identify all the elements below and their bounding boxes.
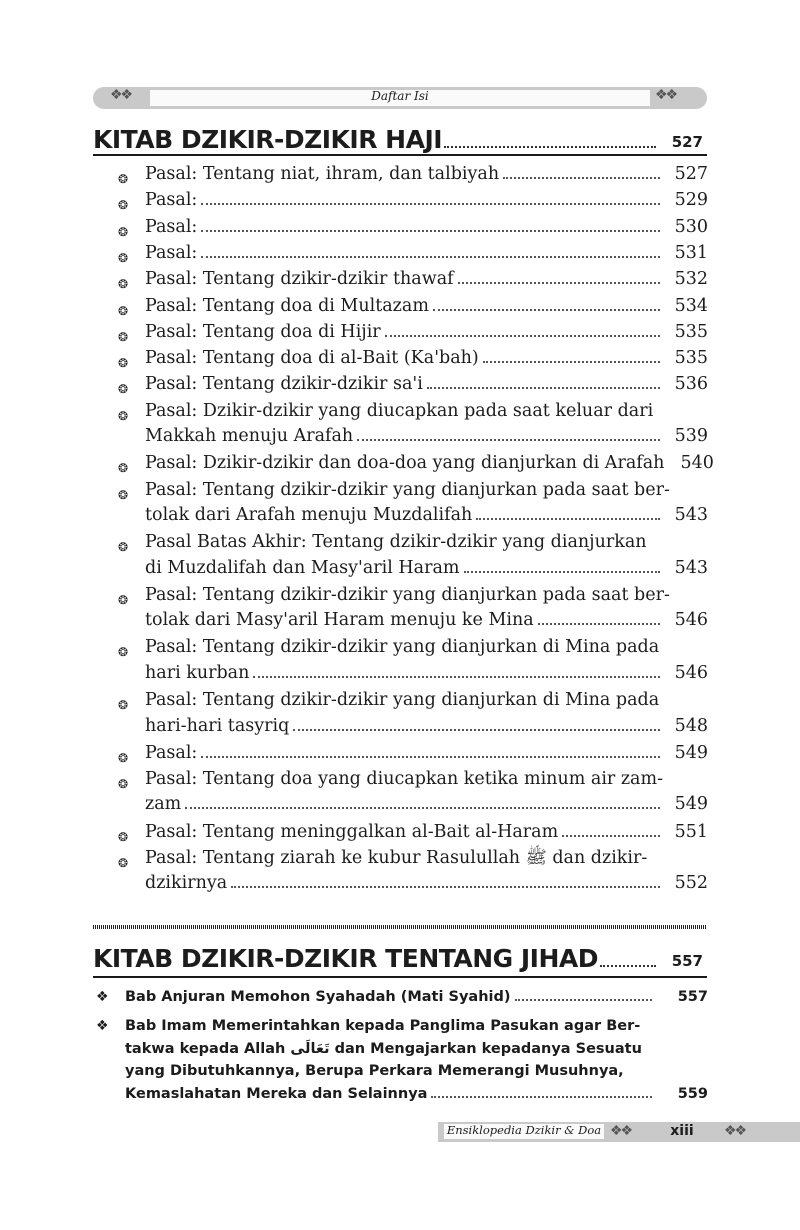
entry-text-line: Pasal: Dzikir-dzikir yang diucapkan pada saat keluar dari bbox=[145, 400, 654, 421]
toc-entry[interactable] bbox=[118, 346, 708, 372]
entry-page-number: 535 bbox=[674, 348, 708, 369]
footer-page-number: xiii bbox=[670, 1123, 694, 1139]
flower-bullet-icon: ❂ bbox=[118, 356, 129, 371]
section-rule bbox=[93, 976, 707, 978]
left-ornament-icon: ❖❖ bbox=[110, 87, 132, 103]
entry-page-number: 557 bbox=[677, 989, 708, 1005]
entry-text-line: Pasal: Tentang doa di Multazam bbox=[145, 295, 429, 316]
flower-bullet-icon: ❂ bbox=[118, 329, 129, 344]
flower-bullet-icon: ❂ bbox=[118, 382, 129, 397]
footer-right-ornament-icon: ❖❖ bbox=[724, 1123, 746, 1139]
entry-text-line: Pasal: bbox=[145, 216, 198, 237]
toc-entry[interactable] bbox=[118, 741, 708, 767]
dot-leader bbox=[444, 146, 656, 148]
toc-entry[interactable] bbox=[93, 1015, 708, 1105]
toc-entry[interactable] bbox=[118, 162, 708, 188]
entry-text-line: Pasal: Tentang niat, ihram, dan talbiyah bbox=[145, 164, 500, 184]
dot-leader bbox=[253, 676, 660, 678]
toc-entry[interactable] bbox=[118, 530, 708, 581]
dot-leader bbox=[458, 282, 660, 284]
dot-leader bbox=[476, 518, 660, 520]
entry-text-line: zam bbox=[145, 794, 182, 815]
flower-bullet-icon: ❂ bbox=[118, 645, 129, 660]
flower-bullet-icon: ❂ bbox=[118, 198, 129, 213]
dot-leader bbox=[293, 729, 660, 731]
flower-bullet-icon: ❂ bbox=[118, 461, 129, 476]
dot-leader bbox=[231, 886, 660, 888]
toc-entry[interactable] bbox=[118, 820, 708, 846]
entry-page-number: 551 bbox=[674, 821, 708, 842]
dot-leader bbox=[185, 807, 660, 809]
toc-entry[interactable] bbox=[118, 241, 708, 267]
entry-text-line: Pasal: Tentang doa yang diucapkan ketika minum air zam- bbox=[145, 768, 664, 789]
dot-leader bbox=[464, 571, 661, 573]
toc-entry[interactable] bbox=[118, 372, 708, 398]
entry-text-line: Pasal: bbox=[145, 742, 198, 763]
dot-leader bbox=[385, 335, 660, 337]
footer-left-ornament-icon: ❖❖ bbox=[610, 1123, 632, 1139]
flower-bullet-icon: ❂ bbox=[118, 855, 129, 870]
entry-text-line: Pasal: Tentang dzikir-dzikir yang dianjurkan pada saat ber- bbox=[145, 584, 670, 605]
right-ornament-icon: ❖❖ bbox=[655, 87, 677, 103]
dot-leader bbox=[562, 835, 660, 837]
entry-page-number: 543 bbox=[674, 505, 708, 526]
dot-leader bbox=[201, 256, 660, 258]
flower-bullet-icon: ❂ bbox=[118, 829, 129, 844]
section-page-number: 557 bbox=[671, 952, 703, 970]
toc-entry[interactable] bbox=[118, 320, 708, 346]
section-heading: KITAB DZIKIR-DZIKIR HAJI bbox=[93, 125, 443, 154]
entry-page-number: 540 bbox=[680, 453, 714, 474]
entry-page-number: 546 bbox=[674, 610, 708, 631]
flower-bullet-icon: ❂ bbox=[118, 172, 129, 186]
entry-text-line: Bab Anjuran Memohon Syahadah (Mati Syahid) bbox=[125, 989, 511, 1005]
entry-text-line: tolak dari Masy'aril Haram menuju ke Mina bbox=[145, 610, 534, 631]
entry-page-number: 543 bbox=[674, 557, 708, 578]
entry-page-number: 539 bbox=[674, 426, 708, 447]
dot-leader bbox=[538, 623, 660, 625]
entry-text-line: Kemaslahatan Mereka dan Selainnya bbox=[125, 1085, 428, 1102]
entry-text-line: Pasal: Tentang doa di al-Bait (Ka'bah) bbox=[145, 348, 479, 369]
entry-text-line: Pasal: Dzikir-dzikir dan doa-doa yang dianjurkan di Arafah bbox=[145, 453, 665, 474]
dot-leader bbox=[357, 439, 660, 441]
flower-bullet-icon: ❂ bbox=[118, 408, 129, 423]
entry-page-number: 534 bbox=[674, 295, 708, 316]
dot-leader bbox=[431, 1096, 652, 1098]
entry-page-number: 530 bbox=[674, 216, 708, 237]
section-divider bbox=[93, 925, 707, 929]
entry-page-number: 552 bbox=[674, 873, 708, 894]
flower-bullet-icon: ❂ bbox=[118, 698, 129, 712]
entry-page-number: 532 bbox=[674, 269, 708, 290]
toc-entry[interactable] bbox=[118, 478, 708, 529]
section-title-haji bbox=[93, 118, 707, 152]
diamond-bullet-icon: ❖ bbox=[96, 989, 109, 1005]
toc-entry[interactable] bbox=[93, 986, 708, 1009]
entry-text-line: Pasal: Tentang dzikir-dzikir yang dianjurkan di Mina pada bbox=[145, 637, 660, 658]
entry-text-line: di Muzdalifah dan Masy'aril Haram bbox=[145, 557, 460, 578]
toc-entry[interactable] bbox=[118, 688, 708, 739]
section-title-jihad bbox=[93, 937, 707, 971]
flower-bullet-icon: ❂ bbox=[118, 776, 129, 791]
entry-text-line: dzikirnya bbox=[145, 873, 228, 894]
entry-page-number: 546 bbox=[674, 662, 708, 683]
entry-page-number: 549 bbox=[674, 794, 708, 815]
entry-text-line: Pasal: bbox=[145, 242, 198, 263]
entry-page-number: 527 bbox=[674, 164, 708, 184]
entry-text-line: Pasal: Tentang dzikir-dzikir yang dianjurkan di Mina pada bbox=[145, 690, 660, 710]
toc-entry[interactable] bbox=[118, 294, 708, 320]
dot-leader bbox=[201, 230, 660, 232]
entry-text-line: tolak dari Arafah menuju Muzdalifah bbox=[145, 505, 473, 526]
section-page-number: 527 bbox=[671, 133, 703, 151]
entry-text-line: Pasal: Tentang dzikir-dzikir sa'i bbox=[145, 374, 423, 395]
entry-text-line: takwa kepada Allah تَعَالَى dan Mengajarkan kepadanya Sesuatu bbox=[125, 1040, 642, 1057]
dot-leader bbox=[515, 999, 653, 1001]
flower-bullet-icon: ❂ bbox=[118, 250, 129, 265]
entry-text-line: Bab Imam Memerintahkan kepada Panglima Pasukan agar Ber- bbox=[125, 1018, 641, 1034]
entry-text-line: Pasal: Tentang doa di Hijir bbox=[145, 321, 381, 342]
flower-bullet-icon: ❂ bbox=[118, 540, 129, 555]
entry-text-line: Pasal: bbox=[145, 190, 198, 211]
toc-entry[interactable] bbox=[118, 767, 708, 818]
entry-page-number: 549 bbox=[674, 742, 708, 763]
flower-bullet-icon: ❂ bbox=[118, 750, 129, 765]
diamond-bullet-icon: ❖ bbox=[96, 1018, 109, 1034]
entry-text-line: Pasal Batas Akhir: Tentang dzikir-dzikir yang dianjurkan bbox=[145, 532, 647, 553]
entry-page-number: 529 bbox=[674, 190, 708, 211]
dot-leader bbox=[600, 965, 656, 967]
dot-leader bbox=[427, 387, 660, 389]
section-heading: KITAB DZIKIR-DZIKIR TENTANG JIHAD bbox=[93, 944, 598, 973]
entry-page-number: 531 bbox=[674, 242, 708, 263]
dot-leader bbox=[201, 756, 660, 758]
entry-text-line: Makkah menuju Arafah bbox=[145, 426, 354, 447]
flower-bullet-icon: ❂ bbox=[118, 277, 129, 292]
flower-bullet-icon: ❂ bbox=[118, 303, 129, 318]
toc-entry[interactable] bbox=[118, 451, 714, 477]
entry-page-number: 536 bbox=[674, 374, 708, 395]
footer-book-title: Ensiklopedia Dzikir & Doa bbox=[446, 1123, 602, 1137]
toc-entry[interactable] bbox=[118, 215, 708, 241]
toc-entry[interactable] bbox=[118, 583, 708, 634]
dot-leader bbox=[503, 177, 660, 179]
toc-entry[interactable] bbox=[118, 267, 708, 293]
entry-page-number: 548 bbox=[674, 715, 708, 736]
dot-leader bbox=[201, 203, 660, 205]
dot-leader bbox=[433, 309, 660, 311]
entry-page-number: 535 bbox=[674, 321, 708, 342]
entry-text-line: Pasal: Tentang meninggalkan al-Bait al-Haram bbox=[145, 821, 559, 842]
flower-bullet-icon: ❂ bbox=[118, 224, 129, 239]
flower-bullet-icon: ❂ bbox=[118, 487, 129, 502]
toc-entry[interactable] bbox=[118, 846, 708, 897]
entry-text-line: Pasal: Tentang dzikir-dzikir thawaf bbox=[145, 269, 454, 290]
entry-page-number: 559 bbox=[677, 1085, 708, 1102]
toc-entry[interactable] bbox=[118, 399, 708, 450]
flower-bullet-icon: ❂ bbox=[118, 592, 129, 607]
running-header-title: Daftar Isi bbox=[371, 89, 429, 103]
entry-text-line: yang Dibutuhkannya, Berupa Perkara Memerangi Musuhnya, bbox=[125, 1063, 624, 1079]
entry-text-line: Pasal: Tentang dzikir-dzikir yang dianjurkan pada saat ber- bbox=[145, 479, 670, 500]
dot-leader bbox=[483, 361, 660, 363]
toc-entry[interactable] bbox=[118, 635, 708, 686]
entry-text-line: hari-hari tasyriq bbox=[145, 715, 290, 736]
entry-text-line: Pasal: Tentang ziarah ke kubur Rasulullah ﷺ dan dzikir- bbox=[145, 847, 648, 868]
entry-text-line: hari kurban bbox=[145, 662, 250, 683]
toc-entry[interactable] bbox=[118, 188, 708, 214]
section-rule bbox=[93, 154, 707, 156]
